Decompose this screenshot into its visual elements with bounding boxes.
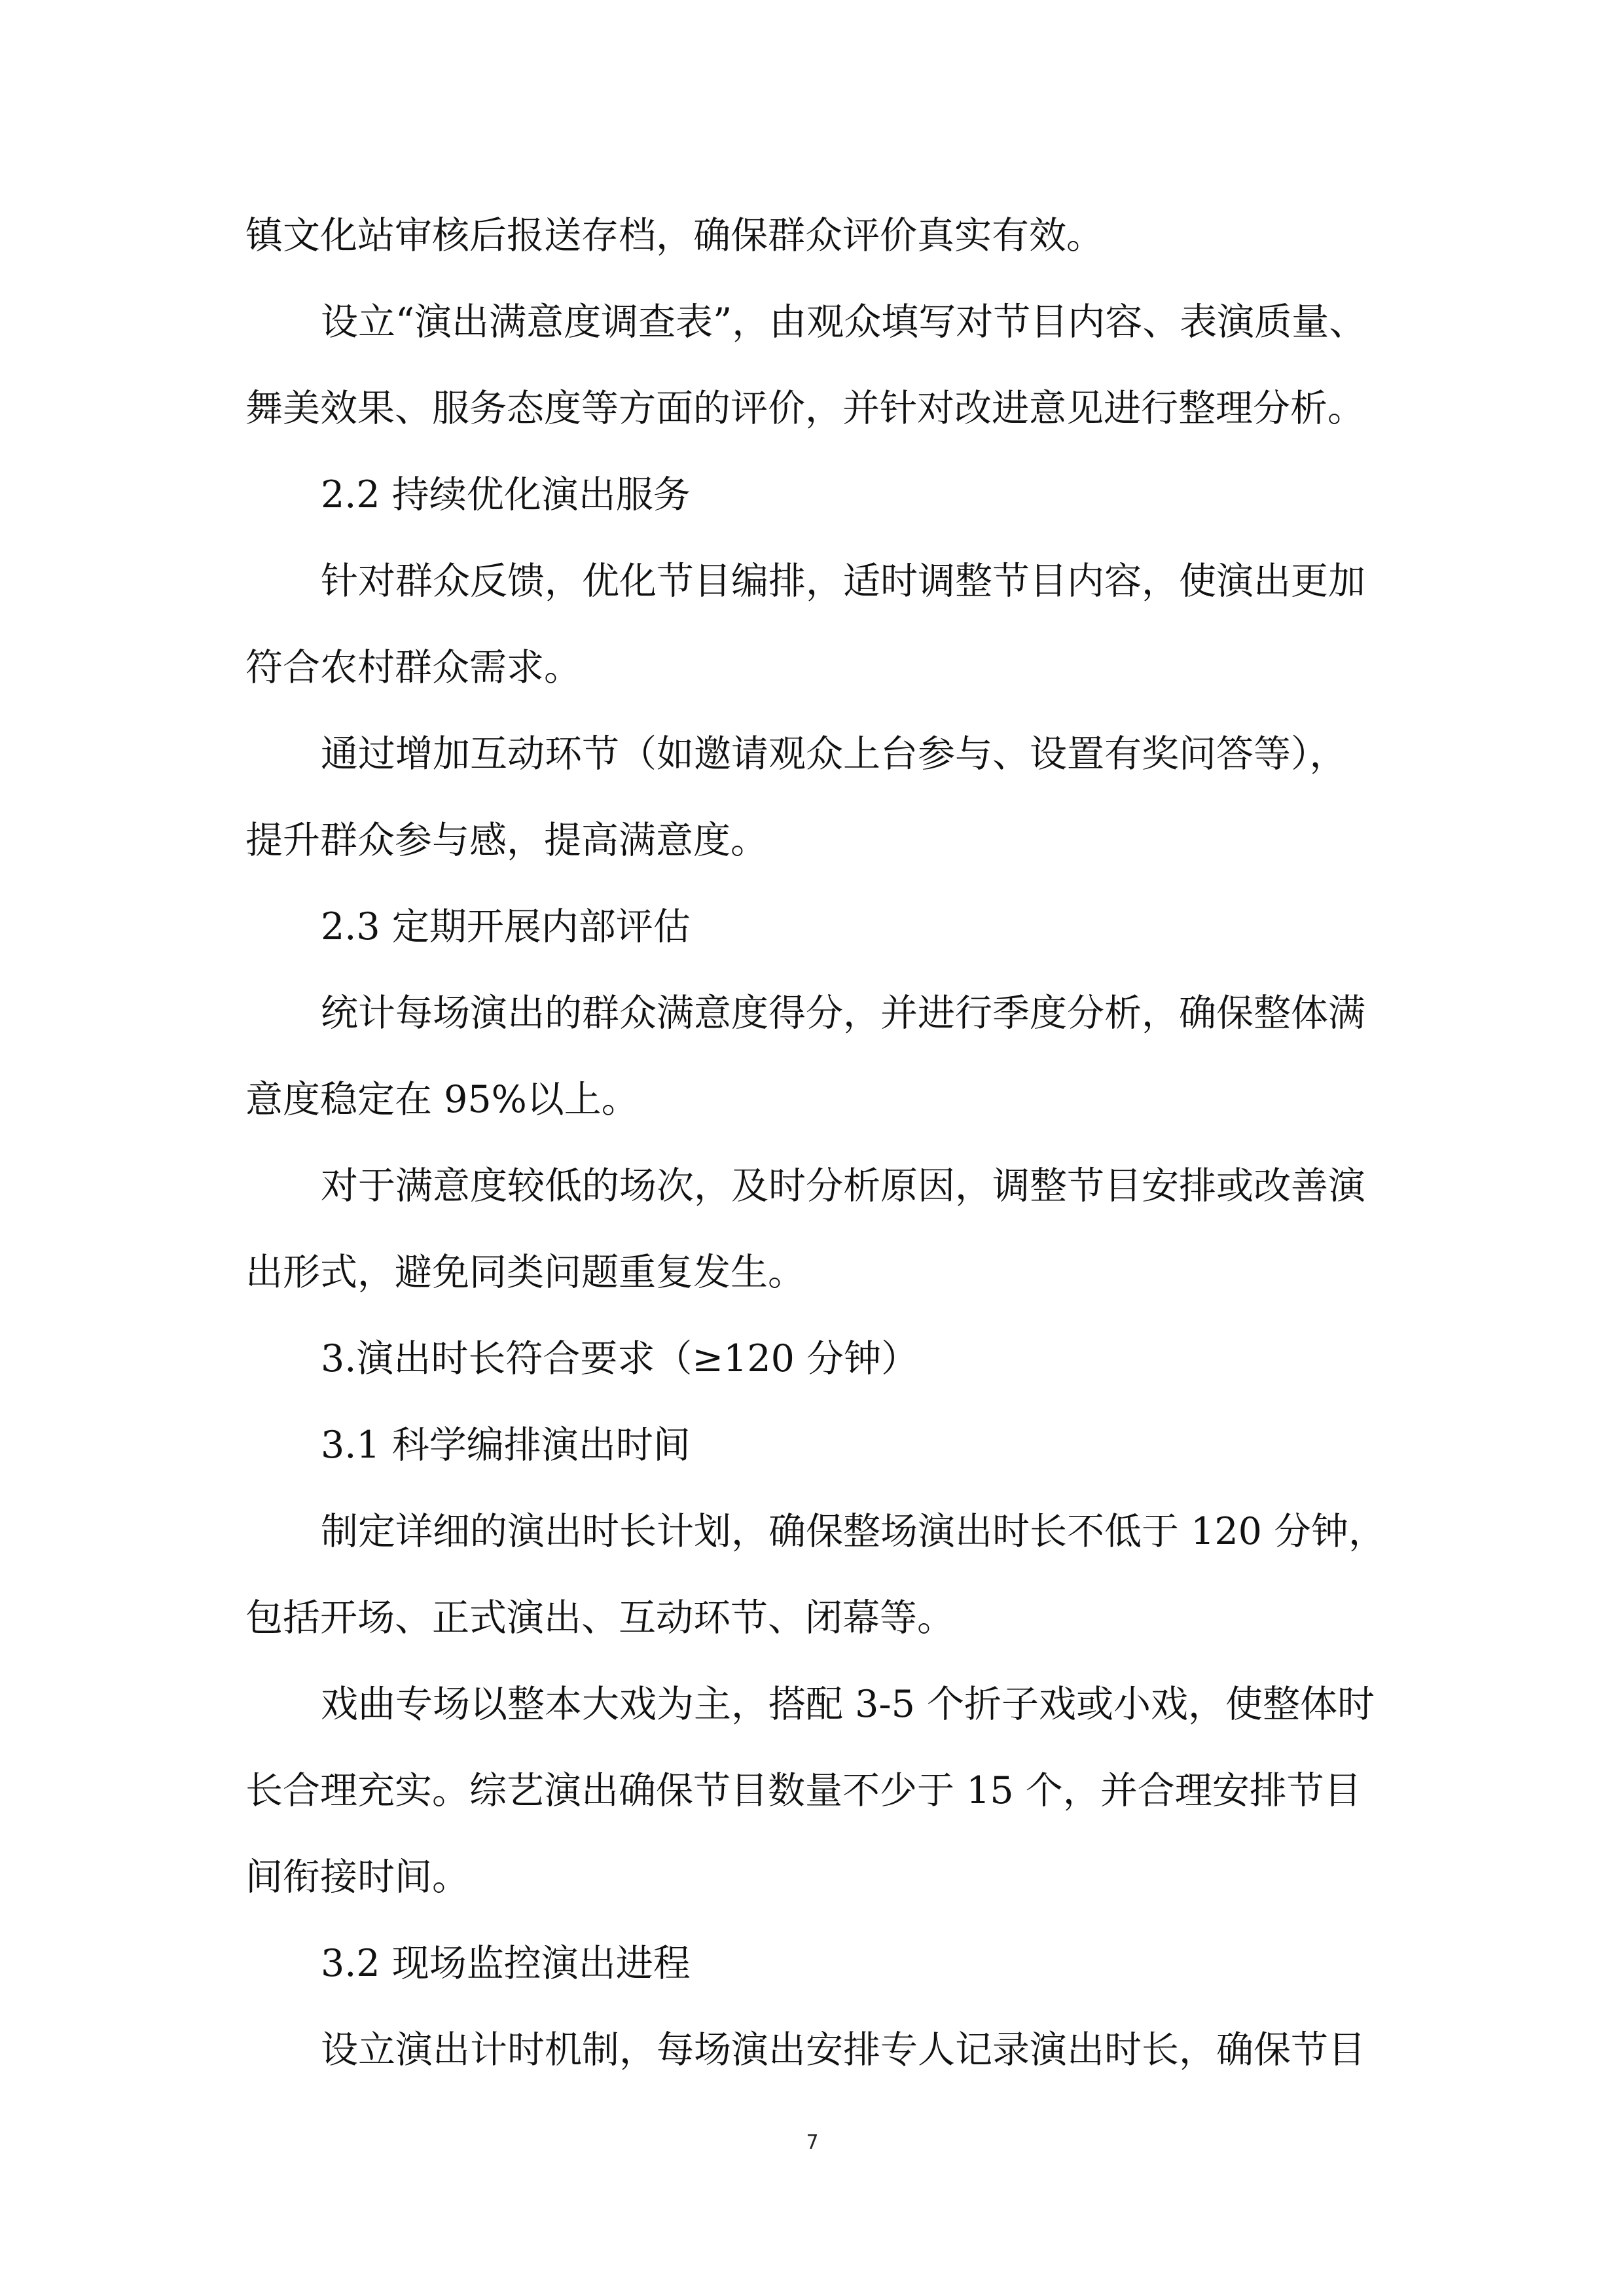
body-text-line: 针对群众反馈，优化节目编排，适时调整节目内容，使演出更加 xyxy=(321,560,1365,603)
section-heading: 3.2 现场监控演出进程 xyxy=(321,1942,691,1985)
body-text-line: 符合农村群众需求。 xyxy=(245,646,581,689)
body-text-line: 长合理充实。综艺演出确保节目数量不少于 15 个，并合理安排节目 xyxy=(245,1769,1362,1812)
section-heading: 2.2 持续优化演出服务 xyxy=(321,473,691,516)
body-text-line: 设立“演出满意度调查表”，由观众填写对节目内容、表演质量、 xyxy=(321,300,1367,344)
section-heading: 3.1 科学编排演出时间 xyxy=(321,1424,691,1467)
body-text-line: 包括开场、正式演出、互动环节、闭幕等。 xyxy=(245,1596,954,1640)
body-text-line: 设立演出计时机制，每场演出安排专人记录演出时长，确保节目 xyxy=(321,2028,1365,2072)
body-text-line: 提升群众参与感，提高满意度。 xyxy=(245,819,768,862)
body-text-line: 舞美效果、服务态度等方面的评价，并针对改进意见进行整理分析。 xyxy=(245,387,1365,430)
body-text-line: 统计每场演出的群众满意度得分，并进行季度分析，确保整体满 xyxy=(321,992,1365,1035)
body-text-line: 通过增加互动环节（如邀请观众上台参与、设置有奖问答等）， xyxy=(321,732,1347,776)
body-text-line: 镇文化站审核后报送存档，确保群众评价真实有效。 xyxy=(245,214,1104,257)
body-text-line: 出形式，避免同类问题重复发生。 xyxy=(245,1251,805,1294)
page-number: 7 xyxy=(806,2131,819,2154)
body-text-line: 对于满意度较低的场次，及时分析原因，调整节目安排或改善演 xyxy=(321,1164,1365,1208)
body-text-line: 制定详细的演出时长计划，确保整场演出时长不低于 120 分钟， xyxy=(321,1510,1386,1553)
body-text-line: 间衔接时间。 xyxy=(245,1856,469,1899)
body-text-line: 意度稳定在 95%以上。 xyxy=(245,1078,639,1121)
section-heading: 2.3 定期开展内部评估 xyxy=(321,905,691,948)
body-text-line: 戏曲专场以整本大戏为主，搭配 3-5 个折子戏或小戏，使整体时 xyxy=(321,1683,1375,1726)
section-heading: 3.演出时长符合要求（≥120 分钟） xyxy=(321,1337,919,1380)
